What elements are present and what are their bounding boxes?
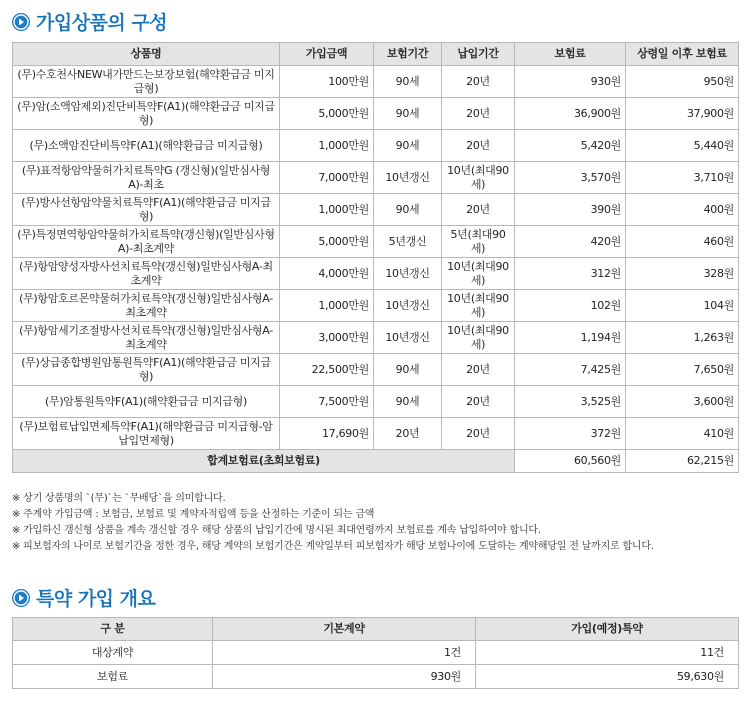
insurance-period: 10년갱신 [374,258,442,290]
premium: 930원 [515,66,626,98]
premium: 36,900원 [515,98,626,130]
premium: 312원 [515,258,626,290]
table-header-row [13,43,739,66]
table-row [13,386,739,418]
table-row [13,226,739,258]
coverage-amount: 3,000만원 [280,322,374,354]
payment-period: 20년 [442,386,515,418]
table-row [13,290,739,322]
total-label: 합계보험료(초회보험료) [13,450,515,473]
coverage-amount: 1,000만원 [280,130,374,162]
column-header: 가입(예정)특약 [476,618,739,641]
table-row [13,258,739,290]
coverage-amount: 7,500만원 [280,386,374,418]
payment-period: 5년(최대90세) [442,226,515,258]
column-header: 보험기간 [374,43,442,66]
table-row [13,66,739,98]
cell-value: 11건 [476,641,739,665]
section-title-product-composition [12,8,167,35]
notes [12,491,736,555]
product-name: (무)항암세기조절방사선치료특약(갱신형)일반심사형A-최초계약 [13,322,280,354]
premium: 1,194원 [515,322,626,354]
column-header: 구 분 [13,618,213,641]
insurance-period: 20년 [374,418,442,450]
insurance-period: 90세 [374,386,442,418]
product-name: (무)수호천사NEW내가만드는보장보험(해약환급금 미지급형) [13,66,280,98]
coverage-amount: 1,000만원 [280,194,374,226]
cell-value: 59,630원 [476,665,739,689]
product-name: (무)항암양성자방사선치료특약(갱신형)일반심사형A-최초계약 [13,258,280,290]
product-name: (무)특정면역항암약물허가치료특약(갱신형)(일반심사형A)-최초계약 [13,226,280,258]
after-age-premium: 104원 [626,290,739,322]
payment-period: 10년(최대90세) [442,290,515,322]
coverage-amount: 22,500만원 [280,354,374,386]
column-header: 가입금액 [280,43,374,66]
coverage-amount: 5,000만원 [280,226,374,258]
table-row [13,322,739,354]
table-header-row [13,618,739,641]
total-row [13,450,739,473]
table-row [13,98,739,130]
product-name: (무)표적항암약물허가치료특약G (갱신형)(일반심사형A)-최초 [13,162,280,194]
note-item: ※ 상기 상품명의 `(무)`는 `무배당`을 의미합니다. [12,493,226,504]
total-after-premium: 62,215원 [626,450,739,473]
play-circle-icon [12,589,30,607]
column-header: 보험료 [515,43,626,66]
after-age-premium: 3,710원 [626,162,739,194]
after-age-premium: 400원 [626,194,739,226]
payment-period: 20년 [442,418,515,450]
coverage-amount: 1,000만원 [280,290,374,322]
column-header: 납입기간 [442,43,515,66]
coverage-amount: 100만원 [280,66,374,98]
column-header: 상령일 이후 보험료 [626,43,739,66]
premium: 3,570원 [515,162,626,194]
rider-overview-table [12,617,739,689]
table-row [13,194,739,226]
premium: 372원 [515,418,626,450]
section-title-rider-overview [12,584,155,611]
insurance-period: 90세 [374,354,442,386]
product-name: (무)방사선항암약물치료특약F(A1)(해약환급금 미지급형) [13,194,280,226]
product-name: (무)암(소액암제외)진단비특약F(A1)(해약환급금 미지급형) [13,98,280,130]
payment-period: 10년(최대90세) [442,258,515,290]
after-age-premium: 460원 [626,226,739,258]
total-premium: 60,560원 [515,450,626,473]
after-age-premium: 7,650원 [626,354,739,386]
premium: 390원 [515,194,626,226]
payment-period: 20년 [442,130,515,162]
payment-period: 20년 [442,66,515,98]
play-circle-icon [12,13,30,31]
payment-period: 20년 [442,98,515,130]
insurance-period: 10년갱신 [374,290,442,322]
insurance-period: 10년갱신 [374,162,442,194]
column-header: 상품명 [13,43,280,66]
payment-period: 20년 [442,194,515,226]
product-name: (무)암통원특약F(A1)(해약환급금 미지급형) [13,386,280,418]
premium: 102원 [515,290,626,322]
premium: 7,425원 [515,354,626,386]
insurance-period: 90세 [374,98,442,130]
product-name: (무)보험료납입면제특약F(A1)(해약환급금 미지급형-암납입면제형) [13,418,280,450]
insurance-period: 90세 [374,194,442,226]
section-title-text: 가입상품의 구성 [36,12,168,34]
cell-value: 1건 [213,641,476,665]
insurance-period: 90세 [374,66,442,98]
after-age-premium: 3,600원 [626,386,739,418]
table-row [13,354,739,386]
product-name: (무)상급종합병원암통원특약F(A1)(해약환급금 미지급형) [13,354,280,386]
payment-period: 20년 [442,354,515,386]
coverage-amount: 17,690원 [280,418,374,450]
table-row [13,418,739,450]
coverage-amount: 4,000만원 [280,258,374,290]
table-row [13,130,739,162]
table-row [13,162,739,194]
row-label: 보험료 [13,665,213,689]
premium: 5,420원 [515,130,626,162]
after-age-premium: 410원 [626,418,739,450]
table-row [13,665,739,689]
insurance-period: 90세 [374,130,442,162]
product-name: (무)항암호르몬약물허가치료특약(갱신형)일반심사형A-최초계약 [13,290,280,322]
premium: 420원 [515,226,626,258]
note-item: ※ 주계약 가입금액 : 보험금, 보험료 및 계약자적립액 등을 산정하는 기준이 되는 금액 [12,509,375,520]
section-title-text: 특약 가입 개요 [36,588,156,610]
after-age-premium: 37,900원 [626,98,739,130]
insurance-period: 10년갱신 [374,322,442,354]
after-age-premium: 328원 [626,258,739,290]
product-name: (무)소액암진단비특약F(A1)(해약환급금 미지급형) [13,130,280,162]
column-header: 기본계약 [213,618,476,641]
payment-period: 10년(최대90세) [442,162,515,194]
note-item: ※ 피보험자의 나이로 보험기간을 정한 경우, 해당 계약의 보험기간은 계약일부터 피보험자가 해당 보험나이에 도달하는 계약해당일 전 날까지로 합니다. [12,541,654,552]
table-row [13,641,739,665]
after-age-premium: 5,440원 [626,130,739,162]
after-age-premium: 950원 [626,66,739,98]
coverage-amount: 7,000만원 [280,162,374,194]
payment-period: 10년(최대90세) [442,322,515,354]
product-composition-table [12,42,739,473]
coverage-amount: 5,000만원 [280,98,374,130]
after-age-premium: 1,263원 [626,322,739,354]
premium: 3,525원 [515,386,626,418]
note-item: ※ 가입하신 갱신형 상품을 계속 갱신할 경우 해당 상품의 납입기간에 명시된 최대연령까지 보험료를 계속 납입하여야 합니다. [12,525,541,536]
row-label: 대상계약 [13,641,213,665]
cell-value: 930원 [213,665,476,689]
insurance-period: 5년갱신 [374,226,442,258]
